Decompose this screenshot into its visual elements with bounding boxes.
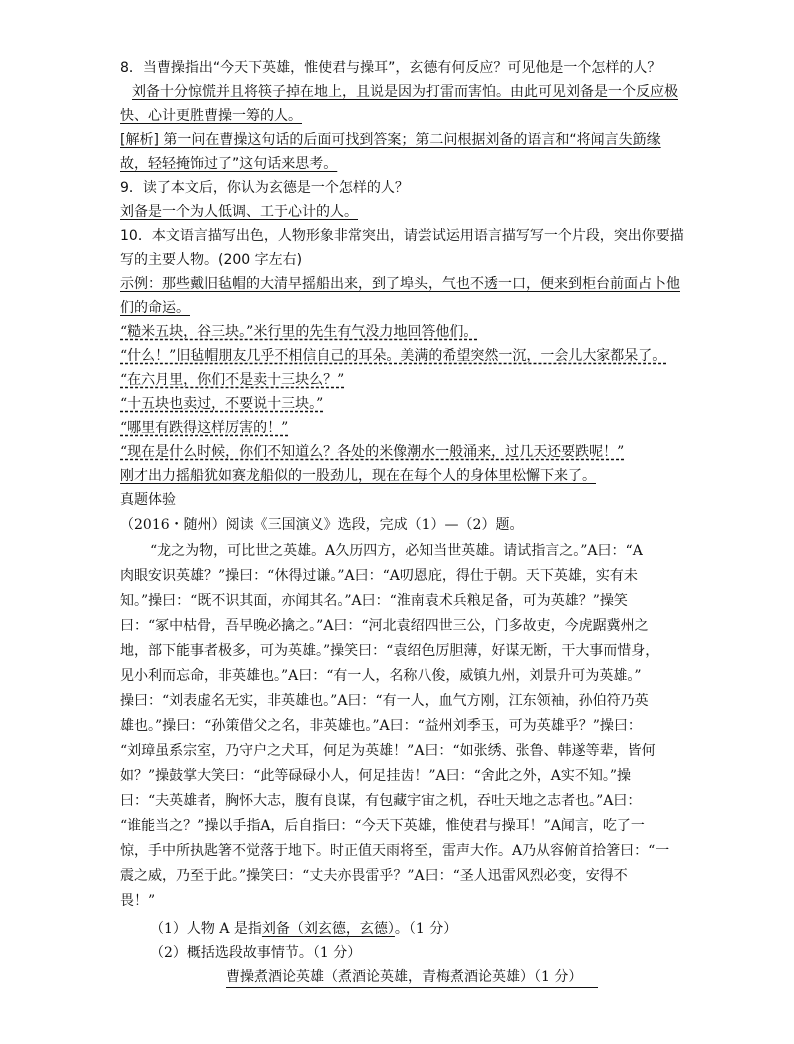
q8-analysis-line2: 故，轻轻掩饰过了”这句话来思考。 xyxy=(120,156,338,172)
q10-question-line1: 10．本文语言描写出色，人物形象非常突出，请尝试运用语言描写写一个片段，突出你要描 xyxy=(120,228,684,244)
passage-line: 地，部下能事者极多，可为英雄。”操笑曰：“袁绍色厉胆薄，好谋无断，干大事而惜身， xyxy=(120,643,660,659)
q8-question: 8．当曹操指出“今天下英雄，惟使君与操耳”，玄德有何反应？可见他是一个怎样的人？ xyxy=(120,60,662,76)
q10-dialog-line: “十五块也卖过，不要说十三块。” xyxy=(120,396,324,412)
q10-example-line2: 们的命运。 xyxy=(120,300,190,316)
q10-dialog-line: “在六月里，你们不是卖十三块么？” xyxy=(120,372,345,388)
passage-line: 肉眼安识英雄？”操曰：“休得过谦。”A曰：“A叨恩庇，得仕于朝。天下英雄，实有未 xyxy=(120,568,638,584)
q10-dialog-line: “什么！”旧毡帽朋友几乎不相信自己的耳朵。美满的希望突然一沉，一会儿大家都呆了。 xyxy=(120,348,667,364)
q8-analysis-text1: [解析] 第一问在曹操这句话的后面可找到答案；第二问根据刘备的语言和“将闻言失筯缘 xyxy=(120,132,661,148)
passage-line: “谁能当之？”操以手指A，后自指曰：“今天下英雄，惟使君与操耳！”A闻言，吃了一 xyxy=(120,818,645,834)
passage-line: 如？”操鼓掌大笑曰：“此等碌碌小人，何足挂齿！”A曰：“舍此之外，A实不知。”操 xyxy=(120,768,632,784)
q8-answer-line1: 刘备十分惊慌并且将筷子掉在地上，且说是因为打雷而害怕。由此可见刘备是一个反应极 xyxy=(132,84,678,100)
sub2-answer: 曹操煮酒论英雄（煮酒论英雄，青梅煮酒论英雄）（1 分） xyxy=(226,967,598,988)
sub-question-2: （2）概括选段故事情节。（1 分） xyxy=(150,945,362,961)
sub-question-1 xyxy=(150,919,457,939)
passage-line: 曰：“夫英雄者，胸怀大志，腹有良谋，有包藏宇宙之机，吞吐天地之志者也。”A曰： xyxy=(120,793,642,809)
passage-line: 知。”操曰：“既不识其面，亦闻其名。”A曰：“淮南袁术兵粮足备，可为英雄？”操笑 xyxy=(120,593,628,609)
q8-analysis-line1 xyxy=(120,130,661,150)
q10-example-line1: 示例：那些戴旧毡帽的大清早摇船出来，到了埠头，气也不透一口，便来到柜台前面占卜他 xyxy=(120,276,680,292)
q9-question: 9．读了本文后，你认为玄德是一个怎样的人？ xyxy=(120,180,409,196)
passage-line: 震之威，乃至于此。”操笑曰：“丈夫亦畏雷乎？”A曰：“圣人迅雷风烈必变，安得不 xyxy=(120,868,628,884)
passage-line: 操曰：“刘表虚名无实，非英雄也。”A曰：“有一人，血气方刚，江东领袖，孙伯符乃英 xyxy=(120,693,649,709)
passage-line: 曰：“冢中枯骨，吾早晚必擒之。”A曰：“河北袁绍四世三公，门多故吏，今虎踞冀州之 xyxy=(120,618,649,634)
passage-line: 惊，手中所执匙箸不觉落于地下。时正值天雨将至，雷声大作。A乃从容俯首拾箸曰：“一 xyxy=(120,843,670,859)
q10-dialog-line: “糙米五块，谷三块。”米行里的先生有气没力地回答他们。 xyxy=(120,324,478,340)
q10-question-line2: 写的主要人物。(200 字左右) xyxy=(120,252,303,268)
passage-line: 见小利而忘命，非英雄也。”A曰：“有一人，名称八俊，威镇九州，刘景升可为英雄。” xyxy=(120,668,642,684)
passage-line: 畏！” xyxy=(120,893,156,909)
q10-closing: 刚才出力摇船犹如赛龙船似的一股劲儿，现在在每个人的身体里松懈下来了。 xyxy=(120,468,596,484)
sub1-prefix: （1）人物 A 是指 xyxy=(150,921,262,937)
q8-answer-line2: 快、心计更胜曹操一筹的人。 xyxy=(120,108,302,124)
passage-line: “刘璋虽系宗室，乃守户之犬耳，何足为英雄！”A曰：“如张绣、张鲁、韩遂等辈，皆何 xyxy=(120,743,656,759)
sub1-answer: 刘备（刘玄德，玄德） xyxy=(261,921,395,937)
section-heading: 真题体验 xyxy=(120,492,176,508)
sub1-suffix: 。（1 分） xyxy=(394,921,458,937)
q10-dialog-line: “哪里有跌得这样厉害的！” xyxy=(120,420,289,436)
q10-dialog-line: “现在是什么时候，你们不知道么？各处的米像潮水一般涌来，过几天还要跌呢！” xyxy=(120,444,625,460)
passage-line: 雄也。”操曰：“孙策借父之名，非英雄也。”A曰：“益州刘季玉，可为英雄乎？”操曰： xyxy=(120,718,642,734)
section-intro: （2016・随州）阅读《三国演义》选段，完成（1）—（2）题。 xyxy=(120,517,524,533)
passage-line: “龙之为物，可比世之英雄。A久历四方，必知当世英雄。请试指言之。”A曰：“A xyxy=(150,543,643,559)
q9-answer: 刘备是一个为人低调、工于心计的人。 xyxy=(120,204,358,220)
